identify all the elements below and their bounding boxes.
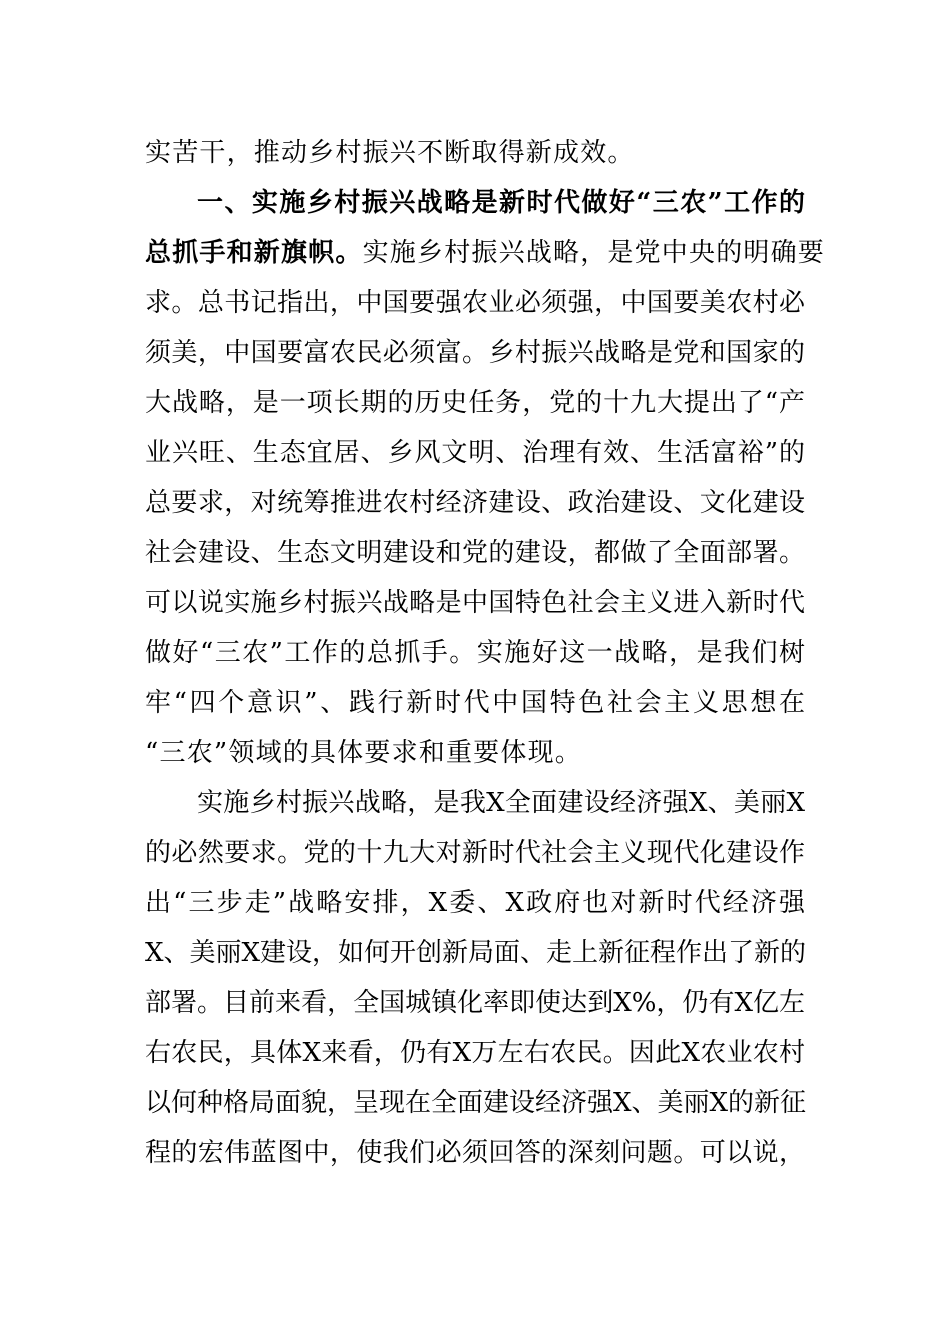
text-line: 右农民，具体X来看，仍有X万左右农民。因此X农业农村	[145, 1038, 805, 1068]
text-line: X、美丽X建设，如何开创新局面、走上新征程作出了新的	[145, 938, 807, 968]
paragraph-text: 实施乡村振兴战略，是党中央的明确要	[362, 238, 826, 268]
text-line	[145, 238, 826, 268]
text-line: 程的宏伟蓝图中，使我们必须回答的深刻问题。可以说，	[145, 1138, 805, 1168]
text-line: 的必然要求。党的十九大对新时代社会主义现代化建设作	[145, 838, 805, 868]
text-line: 做好“三农”工作的总抓手。实施好这一战略，是我们树	[145, 638, 805, 668]
section-heading-line: 一、实施乡村振兴战略是新时代做好“三农”工作的	[197, 188, 805, 218]
text-line: 以何种格局面貌，呈现在全面建设经济强X、美丽X的新征	[145, 1088, 807, 1118]
text-line: 牢“四个意识”、践行新时代中国特色社会主义思想在	[145, 688, 805, 718]
text-line: 总要求，对统筹推进农村经济建设、政治建设、文化建设	[145, 488, 805, 518]
text-line: 实苦干，推动乡村振兴不断取得新成效。	[145, 138, 635, 168]
text-line: 须美，中国要富农民必须富。乡村振兴战略是党和国家的	[145, 338, 805, 368]
section-heading-end: 总抓手和新旗帜。	[145, 238, 363, 268]
paragraph-first-line: 实施乡村振兴战略，是我X全面建设经济强X、美丽X	[197, 788, 805, 818]
text-line: 大战略，是一项长期的历史任务，党的十九大提出了“产	[145, 388, 805, 418]
text-line: “三农”领域的具体要求和重要体现。	[145, 738, 582, 768]
text-line: 可以说实施乡村振兴战略是中国特色社会主义进入新时代	[145, 588, 805, 618]
text-line: 出“三步走”战略安排，X委、X政府也对新时代经济强	[145, 888, 805, 918]
text-line: 求。总书记指出，中国要强农业必须强，中国要美农村必	[145, 288, 805, 318]
text-line: 业兴旺、生态宜居、乡风文明、治理有效、生活富裕”的	[145, 438, 805, 468]
text-line: 部署。目前来看，全国城镇化率即使达到X%，仍有X亿左	[145, 988, 805, 1018]
text-line: 社会建设、生态文明建设和党的建设，都做了全面部署。	[145, 538, 805, 568]
